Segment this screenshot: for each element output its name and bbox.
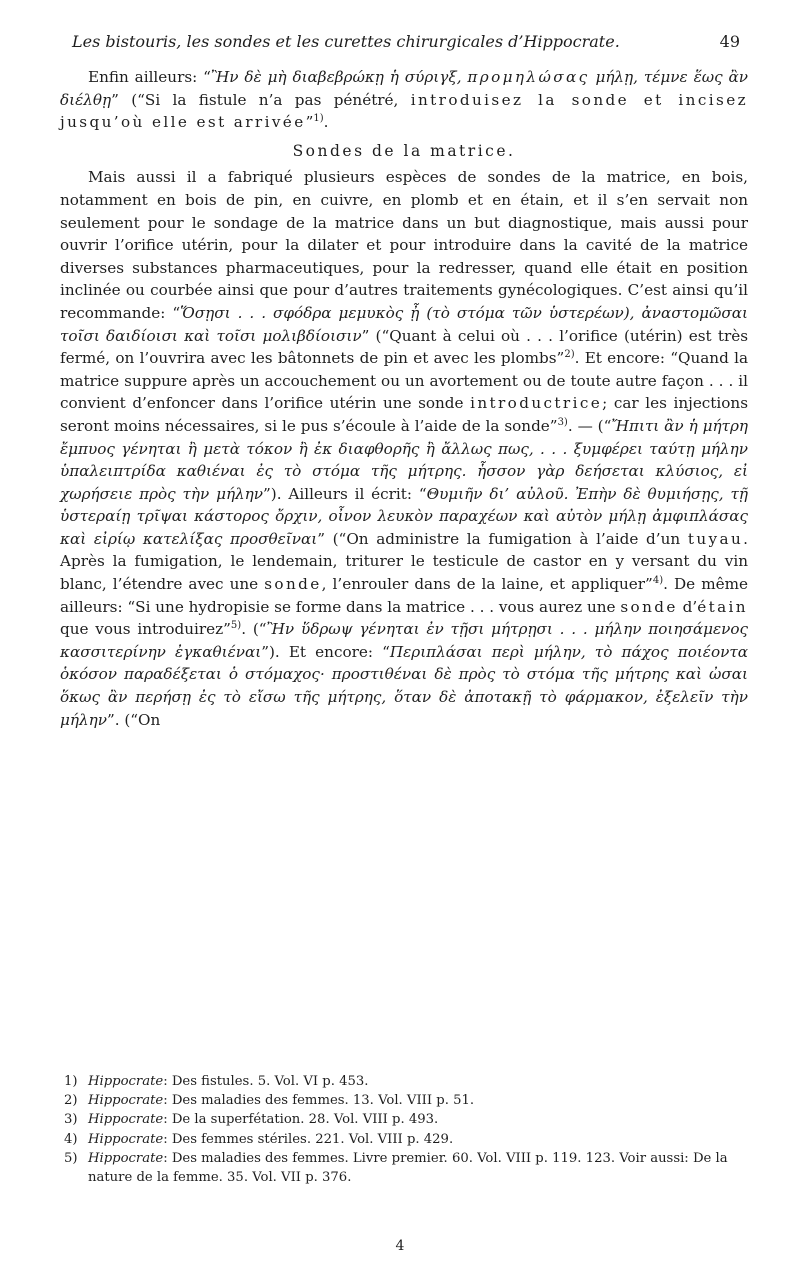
signature-mark: 4 — [395, 1238, 405, 1254]
text-run: d’ — [677, 597, 698, 616]
footnote-author: Hippocrate — [88, 1112, 164, 1128]
paragraph-1 — [60, 66, 748, 134]
footnote-text: : Des maladies des femmes. Livre premier. 60. Vol. VIII p. 119. 123. Voir aussi: De la nature de la femme. 35. Vol. VII p. 376. — [88, 1150, 728, 1186]
footnote — [60, 1072, 748, 1091]
footnote — [60, 1110, 748, 1129]
footnote-ref: 5) — [230, 620, 242, 632]
running-title-prefix: Les bistouris, les sondes et les curettes chirurgicales d’ — [72, 32, 524, 51]
greek-spaced: προμηλώσας — [467, 68, 590, 86]
greek-quote: Θυμιῆν δι’ αὐλοῦ. Ἐπὴν δὲ θυμιήσῃς, τῇ ὑστεραίῃ τρῖψαι κάστορος ὄρχιν, οἶνον λευκὸν παραχέων καὶ αὐτὸν μήλῃ ἀμφιπλάσας καὶ εἰρίῳ κατελίξας προσθεῖναι — [60, 484, 748, 548]
text-run: . (“ — [241, 620, 267, 639]
footnote-author: Hippocrate — [88, 1074, 164, 1089]
footnote-text: : Des maladies des femmes. 13. Vol. VIII p. 51. — [163, 1093, 475, 1109]
footnote-author: Hippocrate — [88, 1131, 164, 1147]
emphasis-spaced: sonde — [264, 575, 322, 594]
text-run: ”. (“On — [106, 710, 161, 729]
footnote-ref: 3) — [557, 416, 568, 428]
text-run: ” (“On administre la fumigation à l’aide d’un — [317, 529, 688, 548]
running-title-author: Hippocrate — [523, 32, 615, 51]
text-run: ”). Ailleurs il écrit: “ — [263, 484, 427, 503]
text-run: ” (“Quant à celui où . . . l’orifice (utérin) est très fermé, on l’ouvrira avec les bâtonnets de pin et avec les plombs” — [60, 326, 748, 368]
footnote-number: 4) — [64, 1131, 78, 1147]
running-title — [72, 32, 620, 51]
footnote — [60, 1130, 748, 1149]
section-heading: Sondes de la matrice. — [292, 141, 516, 160]
footnote — [60, 1149, 748, 1187]
page-number: 49 — [719, 32, 740, 51]
footnote-author: Hippocrate — [88, 1093, 164, 1109]
emphasis-spaced: tuyau — [687, 529, 744, 548]
footnote-number: 1) — [64, 1074, 78, 1089]
emphasis-spaced: étain — [697, 597, 748, 616]
footnote-ref: 2) — [564, 349, 575, 361]
emphasis-spaced: sonde — [620, 597, 678, 616]
greek-quote: Περιπλάσαι περὶ μήλην, τὸ πάχος ποιέοντα ὁκόσον παραδέξεται ὁ στόμαχος· προστιθέναι δὲ πρὸς τὸ στόμα τῆς μήτρης καὶ ὠσαι ὅκως ἂν περήσῃ ἐς τὸ εἴσω τῆς μήτρης, ὅταν δὲ ἀποτακῇ τὸ φάρμακον, ἐξελεῖν τὴν μήλην — [60, 642, 748, 729]
paragraph-2 — [60, 166, 748, 731]
main-text — [60, 66, 748, 731]
text-run: Mais aussi il a fabriqué plusieurs espèces de sondes de la matrice, en bois, notamment en bois de pin, en cuivre, en plomb et en étain, et il s’en servait non seulement pour le sondage de la matrice dans un but diagnostique, mais aussi pour ouvrir l’orifice utérin, pour la dilater et pour introduire dans la cavité de la matrice diverses substances pharmaceutiques, pour la redresser, quand elle était en position inclinée ou courbée ainsi que pour d’autres traitements gynécologiques. C’est ainsi qu’il recommande: “ — [60, 168, 748, 322]
footnote-ref: 4) — [652, 575, 664, 586]
footnote-number: 3) — [64, 1112, 78, 1128]
text-run: ”). Et encore: “ — [261, 642, 390, 661]
text-run: Enfin ailleurs: “ — [88, 68, 211, 86]
running-header — [72, 32, 740, 56]
text-run: . Après la fumigation, le lendemain, triturer le testicule de castor en y versant du vin blanc, l’étendre avec une — [60, 529, 748, 594]
greek-quote: Ἤπιτι ἂν ἡ μήτρη ἔμπυος γένηται ἢ μετὰ τόκον ἢ ἐκ διαφθορῆς ἢ ἄλλως πως, . . . ξυμφέρει ταύτῃ μήλην ὑπαλειπτρίδα καθιέναι ἐς τὸ στόμα τῆς μήτρης. ἧσσον γὰρ δεήσεται κλύσιος, εἰ χωρήσειε πρὸς τὴν μήλην — [60, 416, 748, 503]
footnote-text: : De la superfétation. 28. Vol. VIII p. 493. — [163, 1112, 439, 1128]
text-run: . Et encore: “Quand la matrice suppure après un accouchement ou un avortement ou de toute autre façon . . . il convient d’enfoncer dans l’orifice utérin une sonde — [60, 349, 748, 413]
footnote-author: Hippocrate — [88, 1150, 164, 1166]
running-title-suffix: . — [614, 32, 620, 51]
footnote-number: 5) — [64, 1150, 78, 1166]
greek-quote: Ὅσῃσι . . . σφόδρα μεμυκὸς ᾖ (τὸ στόμα τῶν ὑστερέων), ἀναστομῶσαι τοῖσι δαιδίοισι καὶ τοῖσι μολιβδίοισιν — [60, 303, 748, 345]
greek-quote: Ἢν δὲ μὴ διαβεβρώκῃ ἡ σύριγξ, — [210, 68, 468, 86]
text-run: ” (“Si la fistule n’a pas pénétré, — [111, 90, 411, 109]
footnote — [60, 1091, 748, 1110]
footnote-number: 2) — [64, 1093, 78, 1109]
emphasis-spaced: introduisez la sonde et incisez jusqu’où elle est arrivée — [60, 90, 749, 132]
footnotes — [60, 1072, 748, 1187]
greek-quote: μήλῃ, τέμνε ἕως ἂν διέλθῃ — [60, 68, 748, 109]
text-run: . De même ailleurs: “Si une hydropisie se forme dans la matrice . . . vous aurez une — [60, 575, 748, 616]
footnote-text: : Des fistules. 5. Vol. VI p. 453. — [163, 1074, 369, 1089]
text-run: . — (“ — [567, 416, 612, 435]
emphasis-spaced: introductrice — [470, 394, 603, 413]
text-run: , l’enrouler dans de la laine, et appliquer” — [321, 575, 653, 594]
footnote-ref: 1) — [313, 113, 324, 125]
text-run: ” — [305, 113, 314, 132]
text-run: que vous introduirez” — [60, 620, 231, 639]
footnote-text: : Des femmes stériles. 221. Vol. VIII p. 429. — [163, 1131, 454, 1147]
text-run: . — [323, 113, 329, 132]
text-run: ; car les injections seront moins nécessaires, si le pus s’écoule à l’aide de la sonde” — [60, 394, 748, 435]
greek-quote: Ἢν ὕδρωψ γένηται ἐν τῇσι μήτρῃσι . . . μήλην ποιησάμενος κασσιτερίνην ἐγκαθιέναι — [60, 620, 748, 661]
